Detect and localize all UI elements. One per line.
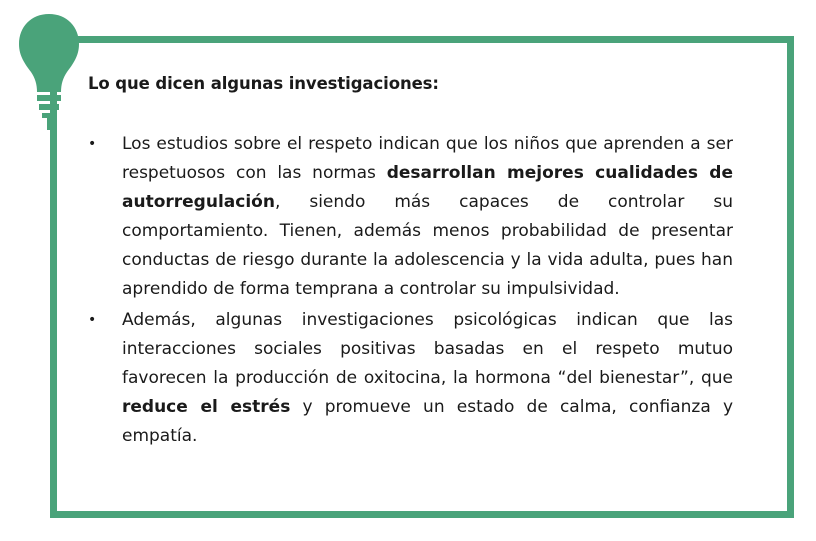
- item-emphasis: desarrollan mejores cualidades de autorregulación: [122, 163, 733, 212]
- item-emphasis: reduce el estrés: [122, 397, 291, 417]
- item-text: , siendo más capaces de controlar su comportamiento. Tienen, además menos probabilidad de presentar conductas de riesgo durante la adolescencia y la vida adulta, pues han aprendido de forma temprana a controlar su impulsividad.: [122, 192, 733, 299]
- findings-list: [88, 130, 733, 453]
- list-item: [88, 306, 733, 451]
- bullet: •: [88, 312, 97, 328]
- lightbulb-icon: [14, 10, 84, 130]
- bullet: •: [88, 136, 97, 152]
- list-item: [88, 130, 733, 304]
- item-text: Además, algunas investigaciones psicológicas indican que las interacciones sociales positivas basadas en el respeto mutuo favorecen la producción de oxitocina, la hormona “del bienestar”, que: [122, 310, 733, 388]
- item-text: y promueve un estado de calma, confianza y empatía.: [122, 397, 733, 446]
- item-text: Los estudios sobre el respeto indican que los niños que aprenden a ser respetuosos con las normas: [122, 134, 733, 183]
- section-heading: Lo que dicen algunas investigaciones:: [88, 74, 439, 93]
